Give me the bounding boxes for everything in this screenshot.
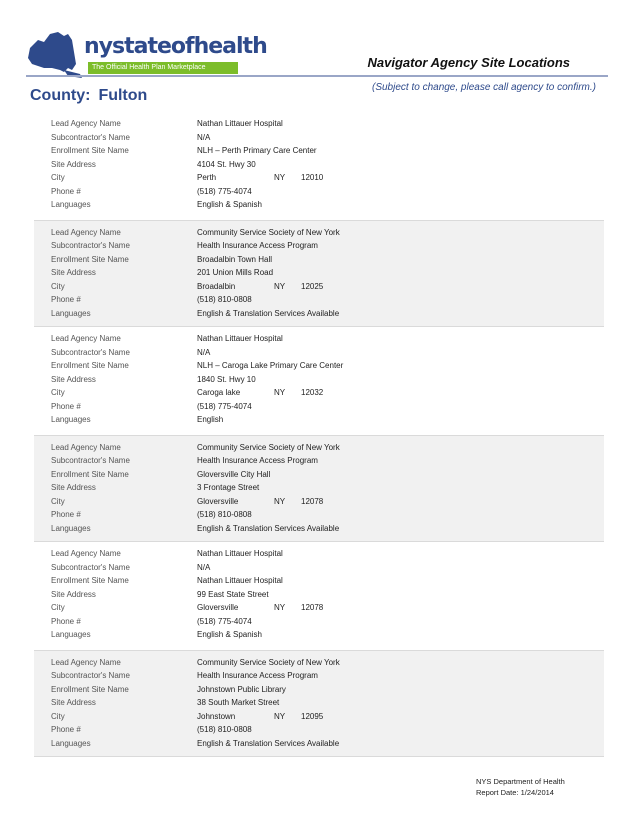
languages-value: English & Spanish bbox=[197, 630, 262, 639]
subcontractor-value: N/A bbox=[197, 347, 211, 357]
phone-label: Phone # bbox=[51, 186, 81, 196]
phone-value: (518) 775-4074 bbox=[197, 186, 252, 196]
lead-agency-value: Nathan Littauer Hospital bbox=[197, 119, 283, 128]
lead-agency-label: Lead Agency Name bbox=[51, 227, 121, 237]
lead-agency-value: Community Service Society of New York bbox=[197, 657, 340, 667]
languages-value: English & Translation Services Available bbox=[197, 308, 340, 318]
nystateofhealth-logo bbox=[24, 30, 267, 80]
subcontractor-value: Health Insurance Access Program bbox=[197, 671, 318, 680]
subcontractor-label: Subcontractor's Name bbox=[51, 671, 130, 680]
site-record bbox=[34, 542, 604, 650]
enrollment-site-value: Johnstown Public Library bbox=[197, 684, 286, 694]
phone-value: (518) 775-4074 bbox=[197, 401, 252, 411]
phone-label: Phone # bbox=[51, 510, 81, 519]
subcontractor-label: Subcontractor's Name bbox=[51, 456, 130, 465]
lead-agency-label: Lead Agency Name bbox=[51, 334, 121, 343]
site-address-label: Site Address bbox=[51, 589, 96, 599]
subcontractor-label: Subcontractor's Name bbox=[51, 241, 130, 250]
city-label: City bbox=[51, 173, 65, 182]
enrollment-site-label: Enrollment Site Name bbox=[51, 146, 129, 155]
lead-agency-value: Community Service Society of New York bbox=[197, 227, 340, 237]
phone-value: (518) 775-4074 bbox=[197, 616, 252, 626]
enrollment-site-label: Enrollment Site Name bbox=[51, 254, 129, 264]
site-address-value: 1840 St. Hwy 10 bbox=[197, 374, 256, 384]
county-heading bbox=[30, 87, 147, 105]
site-record bbox=[34, 220, 604, 328]
site-address-label: Site Address bbox=[51, 268, 96, 277]
logo-wordmark: nystateofhealth bbox=[84, 34, 267, 59]
enrollment-site-value: NLH – Perth Primary Care Center bbox=[197, 146, 317, 155]
subcontractor-label: Subcontractor's Name bbox=[51, 347, 130, 357]
lead-agency-label: Lead Agency Name bbox=[51, 657, 121, 667]
languages-label: Languages bbox=[51, 523, 91, 533]
lead-agency-value: Nathan Littauer Hospital bbox=[197, 334, 283, 343]
subcontractor-label: Subcontractor's Name bbox=[51, 132, 130, 142]
site-record bbox=[34, 112, 604, 220]
state-value: NY bbox=[274, 173, 286, 182]
site-address-label: Site Address bbox=[51, 698, 96, 707]
languages-value: English & Translation Services Available bbox=[197, 523, 340, 533]
city-value: Gloversville bbox=[197, 603, 239, 612]
zip-value: 12095 bbox=[301, 711, 324, 721]
zip-value: 12078 bbox=[301, 496, 324, 506]
languages-label: Languages bbox=[51, 738, 91, 748]
site-address-value: 3 Frontage Street bbox=[197, 483, 260, 492]
state-value: NY bbox=[274, 388, 286, 397]
lead-agency-label: Lead Agency Name bbox=[51, 119, 121, 128]
page-footer bbox=[476, 776, 565, 798]
enrollment-site-label: Enrollment Site Name bbox=[51, 469, 129, 479]
enrollment-site-label: Enrollment Site Name bbox=[51, 684, 129, 694]
city-label: City bbox=[51, 711, 65, 721]
enrollment-site-label: Enrollment Site Name bbox=[51, 576, 129, 585]
site-record bbox=[34, 327, 604, 435]
city-value: Broadalbin bbox=[197, 281, 236, 291]
enrollment-site-value: Nathan Littauer Hospital bbox=[197, 576, 283, 585]
city-value: Caroga lake bbox=[197, 388, 241, 397]
lead-agency-label: Lead Agency Name bbox=[51, 549, 121, 558]
subcontractor-value: N/A bbox=[197, 132, 211, 142]
state-value: NY bbox=[274, 496, 286, 506]
page-subtitle: (Subject to change, please call agency to confirm.) bbox=[371, 82, 596, 93]
site-address-value: 4104 St. Hwy 30 bbox=[197, 159, 256, 169]
lead-agency-label: Lead Agency Name bbox=[51, 442, 121, 452]
zip-value: 12078 bbox=[301, 603, 324, 612]
site-address-value: 38 South Market Street bbox=[197, 698, 280, 707]
languages-label: Languages bbox=[51, 415, 91, 424]
languages-value: English & Translation Services Available bbox=[197, 738, 340, 748]
state-value: NY bbox=[274, 603, 286, 612]
ny-state-map-icon bbox=[24, 30, 84, 80]
enrollment-site-label: Enrollment Site Name bbox=[51, 361, 129, 370]
site-address-label: Site Address bbox=[51, 374, 96, 384]
county-label: County: bbox=[30, 87, 91, 104]
phone-label: Phone # bbox=[51, 725, 81, 734]
page-title: Navigator Agency Site Locations bbox=[367, 55, 570, 70]
languages-value: English & Spanish bbox=[197, 200, 262, 209]
languages-label: Languages bbox=[51, 308, 91, 318]
state-value: NY bbox=[274, 281, 286, 291]
footer-report-date: Report Date: 1/24/2014 bbox=[476, 788, 554, 797]
phone-label: Phone # bbox=[51, 295, 81, 304]
site-record bbox=[34, 435, 604, 543]
city-value: Gloversville bbox=[197, 496, 239, 506]
subcontractor-value: Health Insurance Access Program bbox=[197, 241, 318, 250]
phone-label: Phone # bbox=[51, 616, 81, 626]
zip-value: 12032 bbox=[301, 388, 324, 397]
site-list bbox=[34, 112, 604, 757]
phone-label: Phone # bbox=[51, 401, 81, 411]
lead-agency-value: Nathan Littauer Hospital bbox=[197, 549, 283, 558]
footer-department: NYS Department of Health bbox=[476, 777, 565, 786]
enrollment-site-value: NLH – Caroga Lake Primary Care Center bbox=[197, 361, 344, 370]
phone-value: (518) 810-0808 bbox=[197, 725, 252, 734]
languages-label: Languages bbox=[51, 630, 91, 639]
phone-value: (518) 810-0808 bbox=[197, 295, 252, 304]
city-value: Perth bbox=[197, 173, 217, 182]
phone-value: (518) 810-0808 bbox=[197, 510, 252, 519]
site-address-value: 99 East State Street bbox=[197, 589, 269, 599]
enrollment-site-value: Broadalbin Town Hall bbox=[197, 254, 273, 264]
site-address-value: 201 Union Mills Road bbox=[197, 268, 274, 277]
city-label: City bbox=[51, 388, 65, 397]
lead-agency-value: Community Service Society of New York bbox=[197, 442, 340, 452]
city-label: City bbox=[51, 603, 65, 612]
subcontractor-value: Health Insurance Access Program bbox=[197, 456, 318, 465]
site-address-label: Site Address bbox=[51, 483, 96, 492]
languages-value: English bbox=[197, 415, 224, 424]
county-name: Fulton bbox=[98, 87, 148, 104]
subcontractor-label: Subcontractor's Name bbox=[51, 562, 130, 572]
city-value: Johnstown bbox=[197, 711, 236, 721]
subcontractor-value: N/A bbox=[197, 562, 211, 572]
zip-value: 12025 bbox=[301, 281, 324, 291]
languages-label: Languages bbox=[51, 200, 91, 209]
zip-value: 12010 bbox=[301, 173, 324, 182]
site-address-label: Site Address bbox=[51, 159, 96, 169]
site-record bbox=[34, 650, 604, 758]
city-label: City bbox=[51, 281, 65, 291]
header-divider bbox=[26, 75, 608, 77]
enrollment-site-value: Gloversville City Hall bbox=[197, 469, 271, 479]
state-value: NY bbox=[274, 711, 286, 721]
city-label: City bbox=[51, 496, 65, 506]
logo-tagline: The Official Health Plan Marketplace bbox=[88, 62, 238, 74]
